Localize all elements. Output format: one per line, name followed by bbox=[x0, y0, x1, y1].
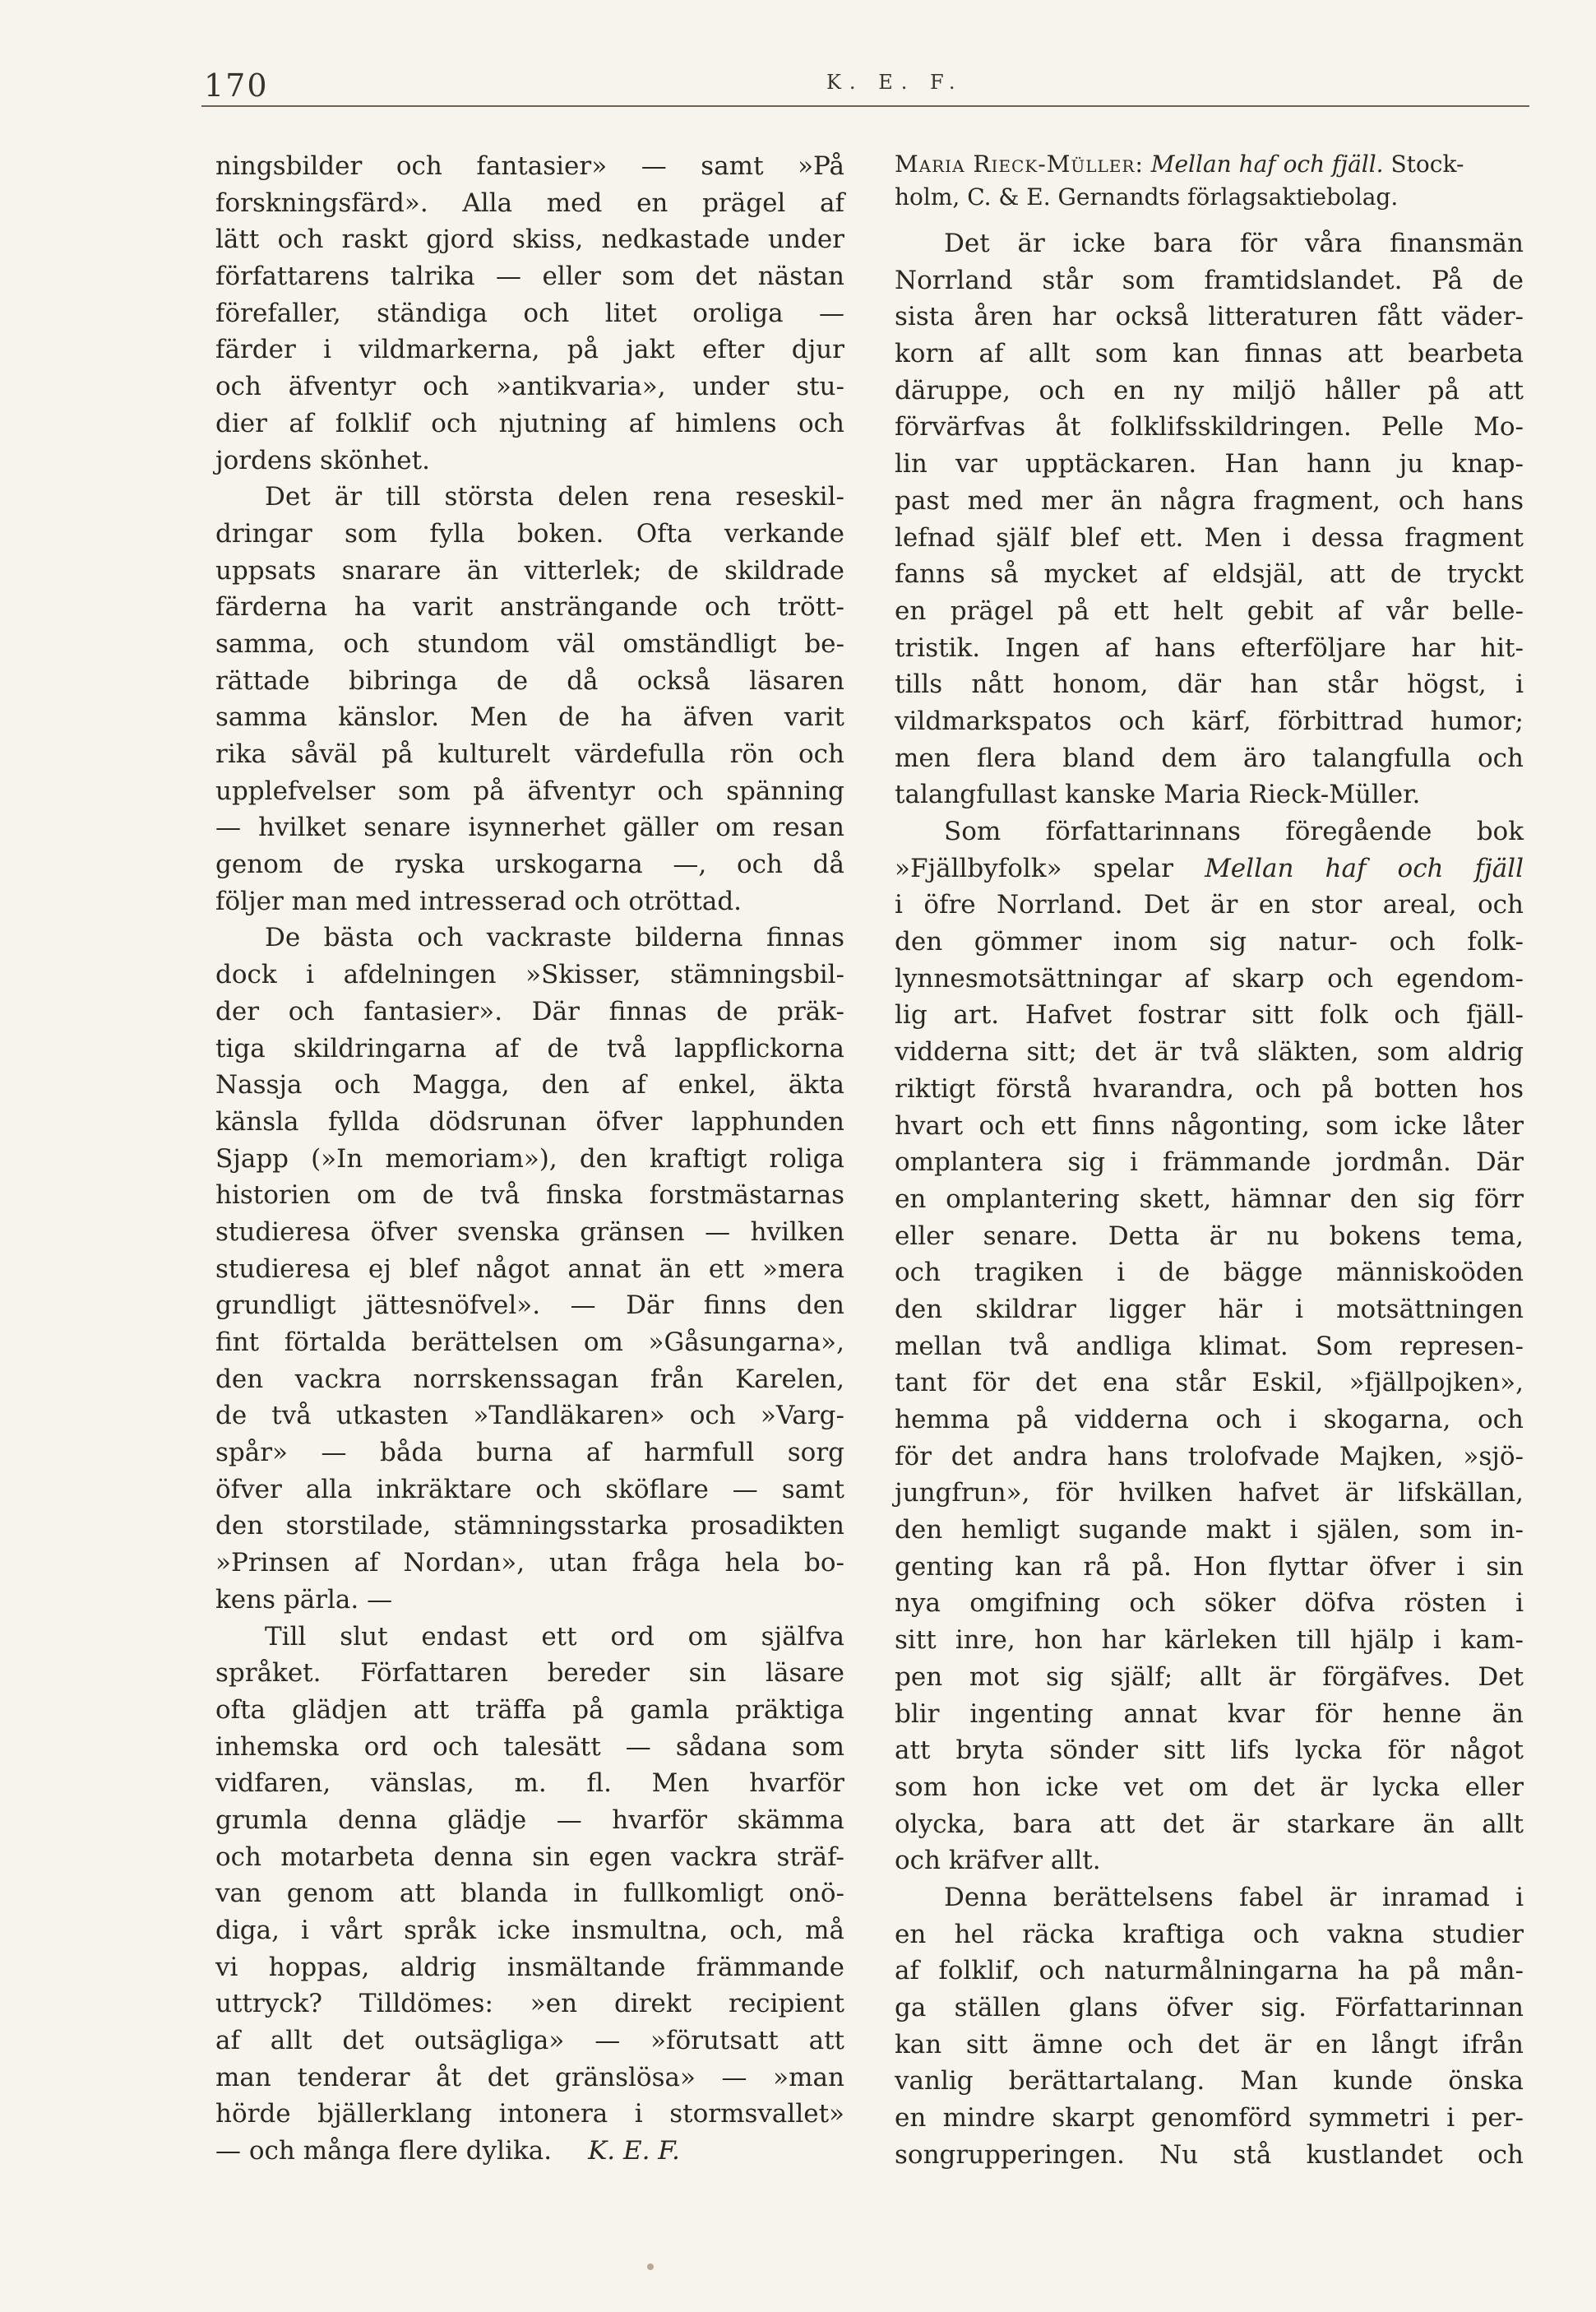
right-column bbox=[895, 148, 1524, 2173]
paragraph-line: rika såväl på kulturelt värdefulla rön och bbox=[215, 739, 844, 769]
paragraph-line: sista åren har också litteraturen fått väder- bbox=[895, 302, 1524, 332]
paragraph-line: ga ställen glans öfver sig. Författarinnan bbox=[895, 1993, 1524, 2022]
paragraph-line: en mindre skarpt genomförd symmetri i per- bbox=[895, 2103, 1524, 2134]
paragraph-line: en prägel på ett helt gebit af vår belle- bbox=[895, 595, 1524, 626]
paragraph-line: spår» — båda burna af harmfull sorg bbox=[215, 1438, 844, 1468]
paragraph-line: som hon icke vet om det är lycka eller bbox=[895, 1772, 1524, 1802]
signature: K. E. F. bbox=[588, 2136, 680, 2166]
paragraph-line: jordens skönhet. bbox=[215, 445, 430, 475]
paragraph-line: dier af folklif och njutning af himlens och bbox=[215, 408, 844, 438]
paragraph-line: tills nått honom, där han står högst, i bbox=[895, 670, 1524, 700]
paragraph-line: af folklif, och naturmålningarna ha på mån- bbox=[895, 1956, 1524, 1986]
paragraph-line: der och fantasier». Där finnas de präk- bbox=[215, 996, 844, 1026]
paragraph-line: samma, och stundom väl omständligt be- bbox=[215, 628, 844, 659]
paragraph-line: tristik. Ingen af hans efterföljare har hit- bbox=[895, 632, 1524, 663]
paragraph-line: jungfrun», för hvilken hafvet är lifskällan, bbox=[895, 1478, 1524, 1508]
paragraph-line: Nassja och Magga, den af enkel, äkta bbox=[215, 1070, 844, 1100]
paragraph-line: den gömmer inom sig natur- och folk- bbox=[895, 927, 1524, 957]
closing-text: — och många flere dylika. bbox=[215, 2136, 553, 2166]
paragraph-line: inhemska ord och talesätt — sådana som bbox=[215, 1731, 844, 1762]
review-heading bbox=[895, 148, 1524, 214]
paragraph-line: Det är icke bara för våra finansmän bbox=[944, 229, 1524, 258]
paragraph-line: uttryck? Tilldömes: »en direkt recipient bbox=[215, 1989, 844, 2019]
paragraph-line: mellan två andliga klimat. Som represen- bbox=[895, 1331, 1524, 1361]
paragraph-line: De bästa och vackraste bilderna finnas bbox=[265, 923, 844, 953]
paragraph-line: i öfre Norrland. Det är en stor areal, och bbox=[895, 890, 1524, 920]
paragraph-line: tiga skildringarna af de två lappflickorna bbox=[215, 1033, 844, 1063]
paragraph-line: pen mot sig själf; allt är förgäfves. Det bbox=[895, 1661, 1524, 1692]
paragraph-line: talangfullast kanske Maria Rieck-Müller. bbox=[895, 780, 1421, 810]
paragraph-line: blir ingenting annat kvar för henne än bbox=[895, 1698, 1524, 1729]
review-publisher: holm, C. & E. Gernandts förlagsaktiebolag. bbox=[895, 183, 1399, 211]
paragraph-line: lin var upptäckaren. Han hann ju knap- bbox=[895, 449, 1524, 480]
paragraph-line: ofta glädjen att träffa på gamla präktiga bbox=[215, 1694, 844, 1725]
paragraph-line: lätt och raskt gjord skiss, nedkastade under bbox=[215, 225, 844, 255]
paragraph-line: författarens talrika — eller som det nästan bbox=[215, 262, 844, 292]
paragraph-line: studieresa öfver svenska gränsen — hvilken bbox=[215, 1216, 844, 1247]
paragraph-line: och tragiken i de bägge människoöden bbox=[895, 1258, 1524, 1288]
paragraph-line: förefaller, ständiga och litet oroliga — bbox=[215, 298, 844, 328]
paper-speck bbox=[647, 2263, 654, 2270]
paragraph-line: känsla fyllda dödsrunan öfver lapphunden bbox=[215, 1106, 844, 1137]
paragraph-line: genting kan rå på. Hon flyttar öfver i sin bbox=[895, 1551, 1524, 1582]
paragraph-line: studieresa ej blef något annat än ett »mera bbox=[215, 1253, 844, 1284]
paragraph-line: och kräfver allt. bbox=[895, 1846, 1101, 1876]
paragraph-line: hörde bjällerklang intonera i stormsvallet» bbox=[215, 2099, 844, 2129]
paragraph-line: man tenderar åt det gränslösa» — »man bbox=[215, 2062, 844, 2092]
paragraph-line: en omplantering skett, hämnar den sig förr bbox=[895, 1184, 1524, 1214]
paragraph-line: historien om de två finska forstmästarnas bbox=[215, 1180, 844, 1211]
paragraph-line: förvärfvas åt folklifsskildringen. Pelle Mo- bbox=[895, 412, 1524, 442]
paragraph-line: fint förtalda berättelsen om »Gåsungarna», bbox=[215, 1327, 844, 1357]
paragraph-line: däruppe, och en ny miljö håller på att bbox=[895, 375, 1524, 405]
paragraph-line: följer man med intresserad och otröttad. bbox=[215, 886, 742, 916]
paragraph-line: den skildrar ligger här i motsättningen bbox=[895, 1294, 1524, 1324]
paragraph-line: hemma på vidderna och i skogarna, och bbox=[895, 1405, 1524, 1434]
paragraph-line: grundligt jättesnöfvel». — Där finns den bbox=[215, 1290, 844, 1321]
paragraph-line: språket. Författaren bereder sin läsare bbox=[215, 1658, 844, 1689]
paragraph-text: »Fjällbyfolk» spelar bbox=[895, 853, 1205, 883]
paragraph-line: past med mer än några fragment, och hans bbox=[895, 485, 1524, 516]
paragraph-line: vanlig berättartalang. Man kunde önska bbox=[895, 2066, 1524, 2097]
paragraph-line: kens pärla. — bbox=[215, 1584, 393, 1615]
paragraph-line: vi hoppas, aldrig insmältande främmande bbox=[215, 1952, 844, 1982]
paragraph-line bbox=[895, 850, 1524, 887]
paragraph-line: fanns så mycket af eldsjäl, att de tryckt bbox=[895, 559, 1524, 590]
paragraph-line: öfver alla inkräktare och sköflare — samt bbox=[215, 1474, 844, 1504]
paragraph-line: lig art. Hafvet fostrar sitt folk och fjäll- bbox=[895, 1000, 1524, 1031]
paragraph-line: vidderna sitt; det är två släkten, som aldrig bbox=[895, 1037, 1524, 1068]
header-rule bbox=[201, 105, 1529, 107]
paragraph-line: att bryta sönder sitt lifs lycka för något bbox=[895, 1735, 1524, 1766]
paragraph-line: ningsbilder och fantasier» — samt »På bbox=[215, 151, 844, 181]
paragraph-line: — hvilket senare isynnerhet gäller om resan bbox=[215, 813, 844, 843]
paragraph-line: vidfaren, vänslas, m. fl. Men hvarför bbox=[215, 1768, 844, 1799]
paragraph-line: genom de ryska urskogarna —, och då bbox=[215, 850, 844, 880]
paragraph-line: riktigt förstå hvarandra, och på botten hos bbox=[895, 1073, 1524, 1104]
paragraph-line: samma känslor. Men de ha äfven varit bbox=[215, 702, 844, 733]
paragraph-line: de två utkasten »Tandläkaren» och »Varg- bbox=[215, 1401, 844, 1431]
paragraph-line: den vackra norrskenssagan från Karelen, bbox=[215, 1364, 844, 1394]
paragraph-line: rättade bibringa de då också läsaren bbox=[215, 665, 844, 696]
paragraph-line: af allt det outsägliga» — »förutsatt att bbox=[215, 2026, 844, 2056]
review-city: Stock- bbox=[1390, 151, 1464, 178]
paragraph-line: Denna berättelsens fabel är inramad i bbox=[944, 1882, 1524, 1912]
page-number: 170 bbox=[204, 67, 269, 104]
paragraph-line: uppsats snarare än vitterlek; de skildrade bbox=[215, 555, 844, 586]
review-author: Maria Rieck-Müller: bbox=[895, 151, 1144, 178]
paragraph-line: upplefvelser som på äfventyr och spänning bbox=[215, 776, 844, 806]
paragraph-line: och äfventyr och »antikvaria», under stu- bbox=[215, 372, 844, 402]
paragraph-line: eller senare. Detta är nu bokens tema, bbox=[895, 1221, 1524, 1251]
paragraph-line: van genom att blanda in fullkomligt onö- bbox=[215, 1879, 844, 1909]
left-column bbox=[215, 148, 844, 2170]
paragraph-line: sitt inre, hon har kärleken till hjälp i kam- bbox=[895, 1625, 1524, 1656]
paragraph-line: diga, i vårt språk icke insmultna, och, må bbox=[215, 1916, 844, 1945]
paragraph-line: grumla denna glädje — hvarför skämma bbox=[215, 1805, 844, 1835]
paragraph-line: en hel räcka kraftiga och vakna studier bbox=[895, 1919, 1524, 1949]
paragraph-line: songrupperingen. Nu stå kustlandet och bbox=[895, 2139, 1524, 2170]
paragraph-line: »Prinsen af Nordan», utan fråga hela bo- bbox=[215, 1548, 844, 1578]
paragraph-line: hvart och ett finns någonting, som icke låter bbox=[895, 1110, 1524, 1141]
paragraph-line: men flera bland dem äro talangfulla och bbox=[895, 743, 1524, 773]
paragraph-line: forskningsfärd». Alla med en prägel af bbox=[215, 188, 844, 218]
right-column-body bbox=[895, 225, 1524, 2173]
paragraph-line: Sjapp (»In memoriam»), den kraftigt roliga bbox=[215, 1143, 844, 1174]
paragraph-line: Det är till största delen rena reseskil- bbox=[265, 482, 844, 512]
paragraph-line: färderna ha varit ansträngande och trött- bbox=[215, 592, 844, 623]
paragraph-line: den hemligt sugande makt i själen, som in- bbox=[895, 1515, 1524, 1545]
paragraph-line: tant för det ena står Eskil, »fjällpojken», bbox=[895, 1368, 1524, 1398]
paragraph-line: färder i vildmarkerna, på jakt efter djur bbox=[215, 335, 844, 365]
paragraph-line: kan sitt ämne och det är en långt ifrån bbox=[895, 2029, 1524, 2059]
paragraph-line: Till slut endast ett ord om själfva bbox=[265, 1621, 844, 1652]
running-head: K. E. F. bbox=[826, 71, 964, 94]
paragraph-line: dringar som fylla boken. Ofta verkande bbox=[215, 518, 844, 549]
paragraph-line: olycka, bara att det är starkare än allt bbox=[895, 1809, 1524, 1839]
paragraph-line: för det andra hans trolofvade Majken, »sjö- bbox=[895, 1441, 1524, 1471]
paragraph-line: omplantera sig i främmande jordmån. Där bbox=[895, 1147, 1524, 1178]
paragraph-line: nya omgifning och söker döfva rösten i bbox=[895, 1588, 1524, 1619]
paragraph-line: vildmarkspatos och kärf, förbittrad humor; bbox=[895, 706, 1524, 736]
paragraph-line: lefnad själf blef ett. Men i dessa fragment bbox=[895, 522, 1524, 553]
paragraph-line: och motarbeta denna sin egen vackra sträf- bbox=[215, 1842, 844, 1872]
paragraph-line: dock i afdelningen »Skisser, stämningsbil- bbox=[215, 960, 844, 990]
review-title: Mellan haf och fjäll. bbox=[1150, 151, 1384, 178]
paragraph-line: den storstilade, stämningsstarka prosadikten bbox=[215, 1511, 844, 1541]
book-title: Mellan haf och fjäll bbox=[1205, 853, 1524, 883]
closing-line bbox=[215, 2133, 844, 2170]
paragraph-line: lynnesmotsättningar af skarp och egendom- bbox=[895, 963, 1524, 994]
paragraph-line: korn af allt som kan finnas att bearbeta bbox=[895, 339, 1524, 369]
paragraph-line: Som författarinnans föregående bok bbox=[944, 817, 1524, 846]
paragraph-line: Norrland står som framtidslandet. På de bbox=[895, 265, 1524, 295]
